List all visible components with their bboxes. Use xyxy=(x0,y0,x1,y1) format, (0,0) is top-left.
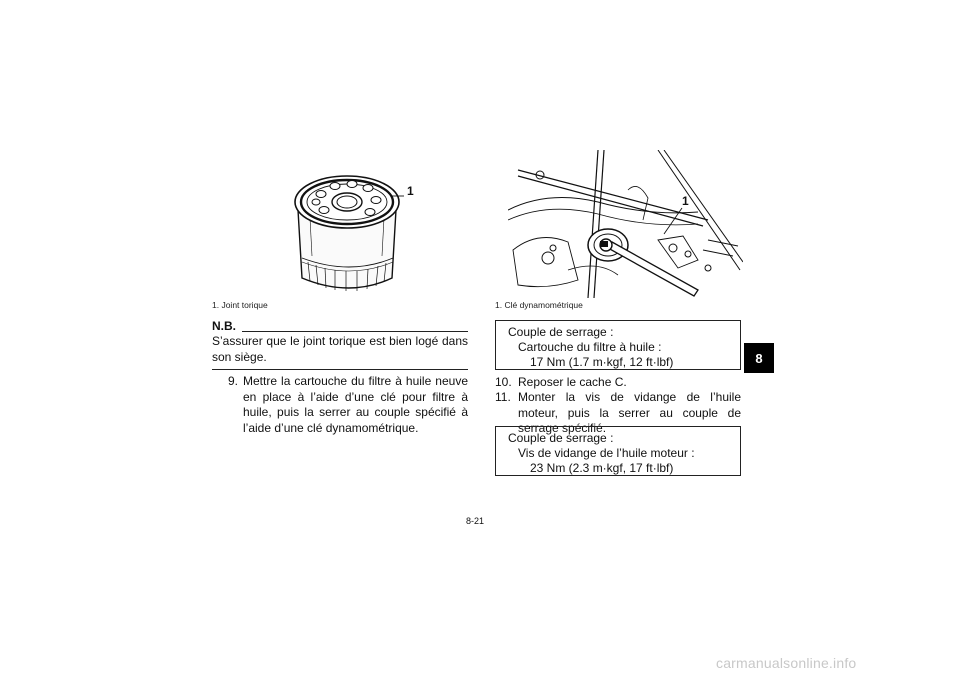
left-figure-callout: 1 xyxy=(407,184,414,198)
spec-value: 17 Nm (1.7 m·kgf, 12 ft·lbf) xyxy=(530,355,674,369)
spec-heading: Couple de serrage : xyxy=(508,431,614,445)
oil-filter-icon xyxy=(280,158,430,298)
page-number: 8-21 xyxy=(466,516,485,526)
note-top-rule xyxy=(242,331,468,332)
watermark: carmanualsonline.info xyxy=(716,655,857,671)
step-text: Monter la vis de vidange de l’huile moteur, puis la serrer au couple de serrage spécifié. xyxy=(518,390,741,435)
step-text: Mettre la cartouche du filtre à huile neuve en place à l’aide d’une clé pour filtre à huile, puis la serrer au couple spécifié à l’aide d’une clé dynamométrique. xyxy=(243,374,468,435)
oil-filter-figure xyxy=(280,158,430,298)
right-figure-callout: 1 xyxy=(682,194,689,208)
step-number: 11. xyxy=(495,390,511,404)
spec-heading: Couple de serrage : xyxy=(508,325,614,339)
note-text: S’assurer que le joint torique est bien logé dans son siège. xyxy=(212,334,468,364)
step-text: Reposer le cache C. xyxy=(518,375,627,389)
note-title: N.B. xyxy=(212,319,236,333)
spec-item: Cartouche du filtre à huile : xyxy=(518,340,662,354)
step-10 xyxy=(495,375,741,391)
torque-spec-box-drain-bolt xyxy=(495,426,741,476)
spec-value: 23 Nm (2.3 m·kgf, 17 ft·lbf) xyxy=(530,461,674,475)
step-9 xyxy=(212,374,468,436)
step-number: 10. xyxy=(495,375,512,389)
note-bottom-rule xyxy=(212,369,468,370)
torque-spec-box-filter xyxy=(495,320,741,370)
spec-item: Vis de vidange de l’huile moteur : xyxy=(518,446,695,460)
chapter-tab: 8 xyxy=(744,343,774,373)
right-figure-caption: 1. Clé dynamométrique xyxy=(495,300,583,310)
torque-wrench-figure xyxy=(508,150,743,298)
step-number: 9. xyxy=(228,374,239,388)
torque-wrench-icon xyxy=(508,150,743,298)
left-figure-caption: 1. Joint torique xyxy=(212,300,268,310)
